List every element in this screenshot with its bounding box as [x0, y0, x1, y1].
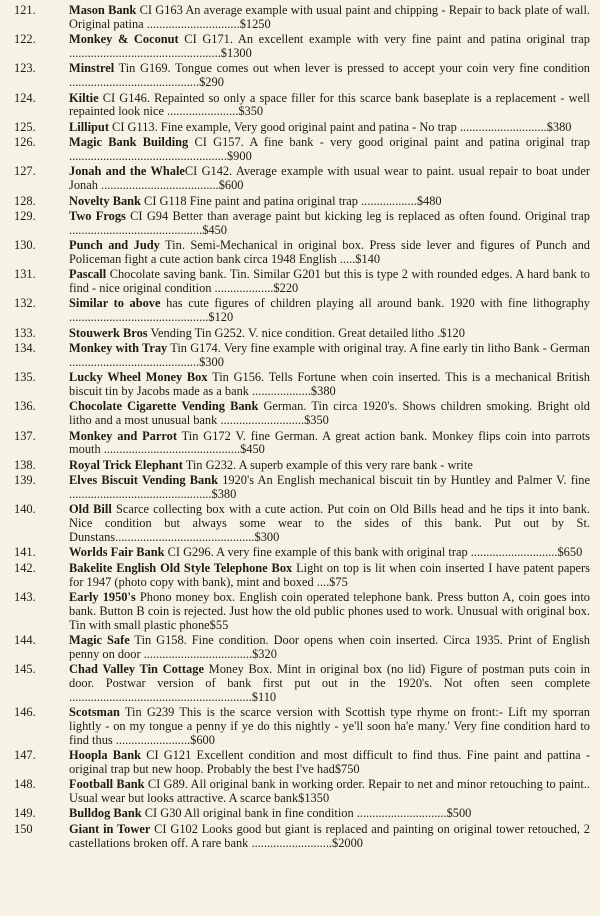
catalog-entry — [14, 778, 590, 806]
catalog-entry — [14, 503, 590, 544]
entry-item-name: Chocolate Cigarette Vending Bank — [69, 399, 259, 414]
entry-price: $350 — [304, 413, 329, 428]
entry-description: CI G113. Fine example, Very good original paint and patina - No trap ............................ — [108, 119, 547, 134]
catalog-entry — [14, 195, 590, 209]
entry-item-name: Scotsman — [69, 705, 120, 720]
entry-body — [69, 749, 590, 777]
catalog-entry — [14, 663, 590, 704]
entry-description: German. Tin circa 1920's. Shows children smoking. Bright old litho and a most unusual bank ........................... — [69, 399, 591, 428]
entry-item-name: Football Bank — [69, 777, 145, 792]
entry-number: 144. — [14, 632, 36, 647]
entry-price: $600 — [218, 178, 244, 193]
entry-item-name: Hoopla Bank — [69, 748, 141, 763]
entry-price: $450 — [202, 222, 227, 237]
entry-number: 138. — [14, 457, 36, 472]
entry-item-name: Monkey with Tray — [69, 341, 168, 356]
entry-description: Tin G174. Very fine example with original tray. A fine early tin litho Bank - German .......................................... — [69, 341, 590, 369]
entry-price: $300 — [199, 354, 224, 369]
catalog-entry — [14, 823, 590, 851]
entry-body — [69, 663, 590, 704]
entry-description: CI G157. A fine bank - very good original paint and patina original trap ................................................... — [69, 135, 590, 163]
catalog-entry — [14, 371, 590, 399]
entry-description: CI G121 Excellent condition and most difficult to find thus. Fine paint and pattina - original trap but new hoop. Probably the best I've had — [69, 748, 590, 776]
entry-number: 139. — [14, 473, 36, 488]
entry-item-name: Lucky Wheel Money Box — [69, 370, 208, 385]
entry-item-name: Minstrel — [69, 61, 115, 76]
entry-price: $1250 — [239, 16, 271, 31]
entry-body — [69, 327, 590, 341]
entry-item-name: Chad Valley Tin Cottage — [69, 662, 204, 677]
entry-body — [69, 62, 590, 90]
entry-number: 141. — [14, 545, 36, 560]
entry-price: $120 — [440, 325, 465, 340]
entry-body — [69, 591, 590, 632]
entry-price: $320 — [252, 646, 277, 661]
catalog-entry — [14, 342, 590, 370]
entry-number: 125. — [14, 119, 36, 134]
entry-description: CI G118 Fine paint and patina original trap .................. — [140, 193, 417, 208]
entry-item-name: Two Frogs — [69, 208, 126, 223]
entry-number: 146. — [14, 705, 36, 720]
entry-body — [69, 634, 590, 662]
entry-number: 148. — [14, 777, 36, 792]
entry-price: $900 — [226, 148, 252, 163]
entry-description: Light on top is lit when coin inserted I have patent papers for 1947 (photo copy with bank), mint and boxed .... — [69, 560, 590, 589]
catalog-entry — [14, 400, 590, 428]
entry-body — [69, 371, 590, 399]
entry-item-name: Stouwerk Bros — [69, 325, 148, 340]
entry-body — [69, 400, 590, 428]
entry-description: CI G146. Repainted so only a space filler for this scarce bank baseplate is a replacement - well repainted look nice ....................... — [69, 90, 590, 119]
entry-body — [69, 136, 590, 164]
catalog-entry — [14, 706, 590, 747]
entry-body — [69, 239, 590, 267]
entry-number: 128. — [14, 193, 36, 208]
entry-item-name: Giant in Tower — [69, 821, 151, 836]
entry-body — [69, 503, 590, 544]
entry-description: Money Box. Mint in original box (no lid) Figure of postman puts coin in door. Postwar version of bank first put out in the 1920's. Not often seen complete ........................................................... — [69, 662, 590, 704]
entry-description: Tin G232. A superb example of this very rare bank - write — [182, 457, 473, 472]
catalog-entry — [14, 121, 590, 135]
entry-price: $1300 — [220, 45, 252, 60]
entry-body — [69, 268, 590, 296]
entry-item-name: Monkey & Coconut — [69, 32, 179, 47]
entry-price: $500 — [446, 806, 472, 821]
entry-body — [69, 33, 590, 61]
entry-item-name: Worlds Fair Bank — [69, 545, 165, 560]
entry-price: $480 — [416, 193, 442, 208]
entry-price: $1350 — [298, 791, 330, 806]
entry-price: $350 — [238, 104, 264, 119]
entry-price: $380 — [310, 384, 336, 399]
catalog-entry — [14, 591, 590, 632]
catalog-entry — [14, 634, 590, 662]
entry-number: 131. — [14, 267, 36, 282]
entry-item-name: Monkey and Parrot — [69, 428, 177, 443]
entry-price: $290 — [199, 75, 224, 90]
entry-body — [69, 297, 590, 325]
entry-body — [69, 562, 590, 590]
entry-item-name: Punch and Judy — [69, 238, 160, 253]
entry-price: $110 — [251, 689, 277, 704]
entry-price: $120 — [208, 310, 234, 325]
catalog-entry — [14, 807, 590, 821]
entry-item-name: Magic Safe — [69, 632, 130, 647]
entry-number: 124. — [14, 90, 36, 105]
entry-body — [69, 459, 590, 473]
catalog-entry — [14, 165, 590, 193]
entry-number: 122. — [14, 32, 36, 47]
entry-number: 145. — [14, 662, 36, 677]
entry-price: $450 — [240, 442, 265, 457]
entry-item-name: Similar to above — [69, 296, 161, 311]
entry-number: 149. — [14, 806, 36, 821]
entry-number: 136. — [14, 399, 36, 414]
entry-price: $75 — [329, 574, 348, 589]
catalog-entry — [14, 92, 590, 120]
catalog-entry — [14, 62, 590, 90]
entry-description: CI G142. Average example with usual wear to paint. usual repair to boat under Jonah ...................................... — [69, 164, 590, 193]
entry-item-name: Old Bill — [69, 502, 112, 517]
entry-item-name: Lilliput — [69, 119, 109, 134]
entry-price: $750 — [334, 761, 360, 776]
entry-body — [69, 474, 590, 502]
catalog-entry — [14, 459, 590, 473]
catalog-entry — [14, 136, 590, 164]
entry-description: CI G102 Looks good but giant is replaced and painting on original tower retouched, 2 castellations broken off. A rare bank .......................... — [69, 821, 590, 850]
entry-item-name: Pascall — [69, 267, 107, 282]
entry-body — [69, 4, 590, 32]
entry-number: 143. — [14, 589, 36, 604]
entry-number: 126. — [14, 135, 36, 150]
catalog-entry — [14, 327, 590, 341]
entry-number: 135. — [14, 370, 36, 385]
entry-price: $140 — [355, 251, 381, 266]
entry-body — [69, 778, 590, 806]
entry-number: 132. — [14, 296, 36, 311]
catalog-entry — [14, 546, 590, 560]
entry-body — [69, 210, 590, 238]
catalog-entry — [14, 474, 590, 502]
entry-body — [69, 807, 590, 821]
entry-price: $380 — [546, 119, 572, 134]
entry-number: 140. — [14, 502, 36, 517]
entry-description: Phono money box. English coin operated telephone bank. Press button A, coin goes into bank. Button B coin is rejected. Just how the old public phones used to work. Unusual with original box. Tin with small plastic phone — [69, 589, 590, 632]
catalog-entry — [14, 749, 590, 777]
entry-number: 127. — [14, 164, 36, 179]
entry-number: 150 — [14, 821, 33, 836]
entry-item-name: Bakelite English Old Style Telephone Box — [69, 560, 293, 575]
entry-body — [69, 121, 590, 135]
entry-number: 121. — [14, 3, 36, 17]
entry-body — [69, 430, 590, 458]
entry-number: 130. — [14, 238, 36, 253]
entry-item-name: Jonah and the Whale — [69, 164, 185, 179]
entry-number: 147. — [14, 748, 36, 763]
entry-description: CI G94 Better than average paint but kicking leg is replaced as often found. Original trap ........................................... — [69, 208, 590, 237]
entry-item-name: Royal Trick Elephant — [69, 457, 183, 472]
entry-description: Tin G158. Fine condition. Door opens when coin inserted. Circa 1935. Print of English penny on door ................................... — [69, 632, 590, 661]
catalog-entry — [14, 210, 590, 238]
entry-description: Scarce collecting box with a cute action. Put coin on Old Bills head and he tips it into bank. Nice condition but always some wear to the sides of this bank. Put out by St. Dunstans............................................. — [69, 502, 590, 544]
entry-item-name: Kiltie — [69, 90, 99, 105]
entry-description: 1920's An English mechanical biscuit tin by Huntley and Palmer V. fine .............................................. — [69, 473, 590, 501]
entry-description: Tin G239 This is the scarce version with Scottish type rhyme on front:- Lift my sporran lightly - on my tongue a penny if ye do this nightly - ye'll soon ha'e many.' Very fine condition hard to find thus ........................ — [69, 705, 590, 747]
entry-number: 134. — [14, 341, 36, 356]
catalog-entry — [14, 562, 590, 590]
entry-body — [69, 546, 590, 560]
entry-description: CI G89. All original bank in working order. Repair to net and minor retouching to paint.. Usual wear but looks attractive. A scarce bank — [69, 777, 590, 806]
catalog-entry — [14, 4, 590, 32]
entry-item-name: Early 1950's — [69, 589, 136, 604]
catalog-entry — [14, 297, 590, 325]
entry-item-name: Bulldog Bank — [69, 806, 142, 821]
entry-number: 137. — [14, 428, 36, 443]
entry-item-name: Elves Biscuit Vending Bank — [69, 473, 218, 488]
entry-number: 129. — [14, 208, 36, 223]
catalog-entry — [14, 268, 590, 296]
entry-description: Tin G172 V. fine German. A great action bank. Monkey flips coin into parrots mouth ............................................ — [69, 428, 590, 457]
entry-price: $650 — [557, 545, 583, 560]
entry-description: Vending Tin G252. V. nice condition. Great detailed litho . — [147, 325, 441, 340]
entry-description: CI G163 An average example with usual paint and chipping - Repair to back plate of wall. Original patina .............................. — [69, 3, 590, 31]
entry-price: $300 — [254, 529, 280, 544]
entry-description: Chocolate saving bank. Tin. Similar G201 but this is type 2 with rounded edges. A hard bank to find - nice original condition ................... — [69, 267, 590, 296]
entry-body — [69, 165, 590, 193]
entry-body — [69, 195, 590, 209]
entry-description: Tin G156. Tells Fortune when coin inserted. This is a mechanical British biscuit tin by Jacobs made as a bank ................... — [69, 370, 590, 399]
entry-description: CI G30 All original bank in fine condition ............................. — [141, 806, 447, 821]
entry-description: Tin. Semi-Mechanical in original box. Press side lever and figures of Punch and Policeman fight a cute action bank circa 1948 English ..... — [69, 238, 591, 266]
catalog-entry — [14, 430, 590, 458]
entry-price: $600 — [190, 732, 215, 747]
entry-body — [69, 706, 590, 747]
entry-body — [69, 823, 590, 851]
catalog-entry — [14, 33, 590, 61]
catalog-entry — [14, 239, 590, 267]
entry-number: 133. — [14, 325, 36, 340]
entry-number: 142. — [14, 560, 36, 575]
entry-body — [69, 342, 590, 370]
entry-item-name: Magic Bank Building — [69, 135, 189, 150]
entry-description: CI G296. A very fine example of this bank with original trap ............................ — [164, 545, 558, 560]
entry-price: $220 — [273, 281, 299, 296]
entry-price: $380 — [211, 486, 237, 501]
entry-price: $55 — [209, 617, 229, 632]
entry-item-name: Novelty Bank — [69, 193, 141, 208]
entry-description: Tin G169. Tongue comes out when lever is pressed to accept your coin very fine condition .......................................... — [69, 61, 590, 90]
entry-description: CI G171. An excellent example with very fine paint and patina original trap ................................................. — [69, 32, 590, 60]
entry-description: has cute figures of children playing all around bank. 1920 with fine lithography ............................................. — [69, 296, 590, 325]
entry-body — [69, 92, 590, 120]
entry-number: 123. — [14, 61, 36, 76]
entry-item-name: Mason Bank — [69, 3, 137, 17]
entry-price: $2000 — [332, 835, 363, 850]
